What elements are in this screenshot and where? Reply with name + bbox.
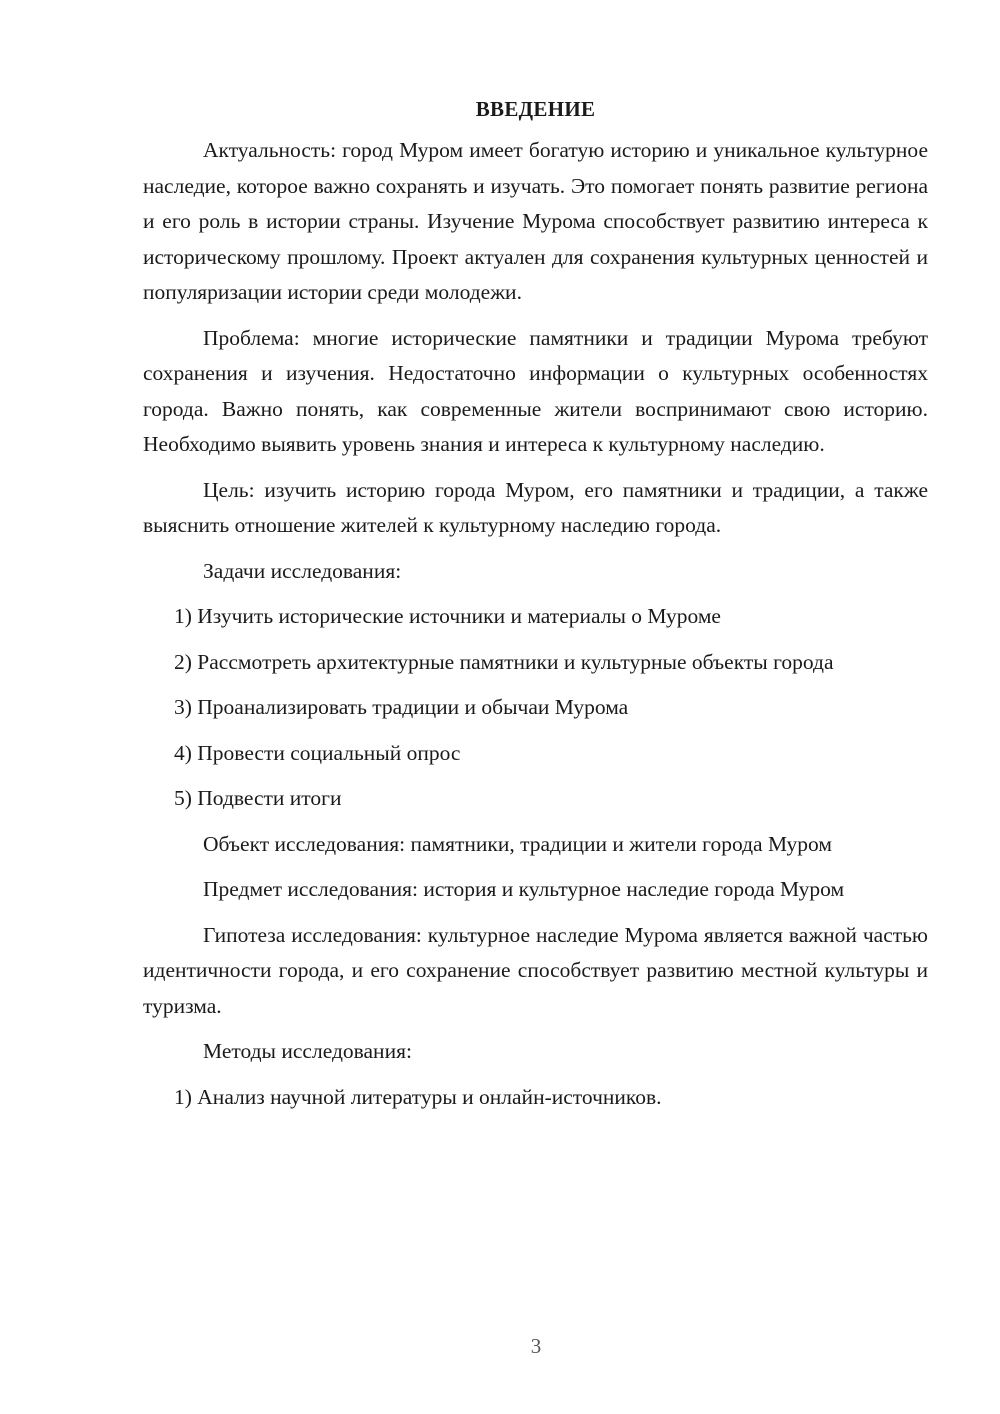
document-page (143, 92, 928, 1125)
section-title: ВВЕДЕНИЕ (475, 97, 596, 121)
subject-paragraph: Предмет исследования: история и культурное наследие города Муром (203, 877, 845, 901)
actuality-paragraph: Актуальность: город Муром имеет богатую историю и уникальное культурное наследие, которое важно сохранять и изучать. Это помогает понять развитие региона и его роль в истории страны. Изучение Мурома способствует развитию интереса к историческому прошлому. Проект актуален для сохранения культурных ценностей и популяризации истории среди молодежи. (143, 138, 928, 304)
task-item: 2) Рассмотреть архитектурные памятники и культурные объекты города (174, 649, 834, 674)
task-item: 4) Провести социальный опрос (174, 740, 461, 765)
problem-paragraph: Проблема: многие исторические памятники и традиции Мурома требуют сохранения и изучения. Недостаточно информации о культурных особенностях города. Важно понять, как современные жители воспринимают свою историю. Необходимо выявить уровень знания и интереса к культурному наследию. (143, 325, 928, 456)
task-item: 1) Изучить исторические источники и материалы о Муроме (174, 604, 721, 628)
tasks-heading: Задачи исследования: (203, 558, 402, 583)
method-item: 1) Анализ научной литературы и онлайн-источников. (174, 1084, 662, 1109)
hypothesis-paragraph: Гипотеза исследования: культурное наследие Мурома является важной частью идентичности города, и его сохранение способствует развитию местной культуры и туризма. (143, 922, 928, 1018)
object-paragraph: Объект исследования: памятники, традиции и жители города Муром (203, 831, 832, 856)
task-item: 5) Подвести итоги (174, 786, 342, 810)
page-number: 3 (530, 1334, 542, 1358)
methods-heading: Методы исследования: (203, 1039, 412, 1063)
task-item: 3) Проанализировать традиции и обычаи Мурома (174, 695, 629, 719)
goal-paragraph: Цель: изучить историю города Муром, его памятники и традиции, а также выяснить отношение жителей к культурному наследию города. (143, 477, 928, 537)
